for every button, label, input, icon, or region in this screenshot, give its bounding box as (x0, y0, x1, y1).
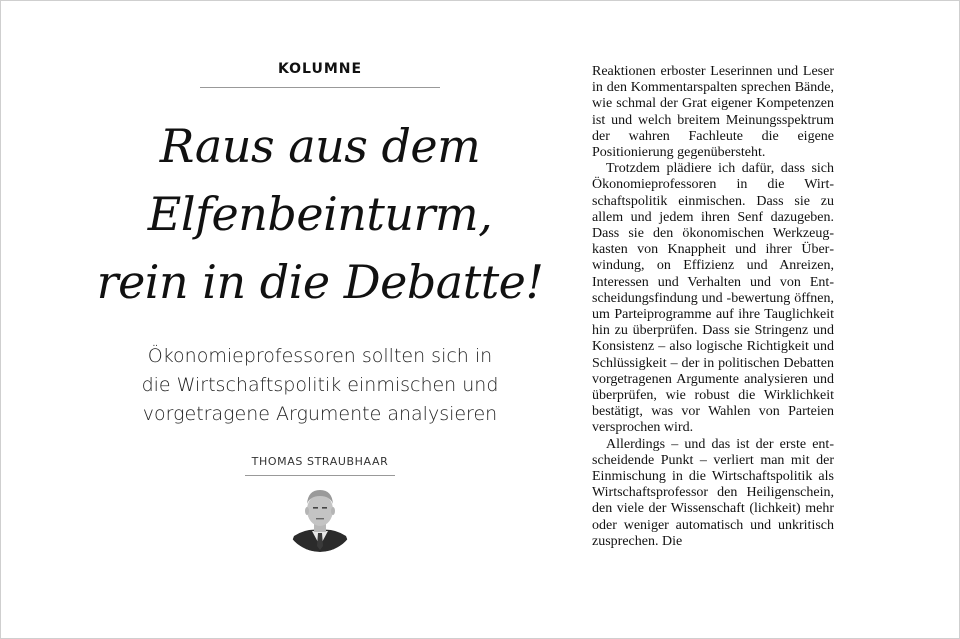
body-paragraph-1: Reaktionen erboster Leserinnen und Leser in den Kommentarspalten sprechen Bände, wie schmal der Grat eigener Kompetenzen ist und welch breitem Meinungsspektrum der wahren Fachleute die eigene Positionierung gegenübersteht. (592, 64, 834, 161)
kicker-divider (200, 87, 440, 88)
subhead-line-3: vorgetragene Argumente analysieren (142, 403, 498, 425)
subhead-line-1: Ökonomieprofessoren sollten sich in (147, 345, 493, 367)
author-portrait (284, 480, 356, 552)
headline-line-1: Raus aus dem (159, 119, 481, 173)
body-paragraph-3: Allerdings – und das ist der erste entscheidende Punkt – verliert man mit der Einmischung in die Wirtschaftspolitik als Wirtschaftsprofessor den Heiligenschein, den viele der Wissenschaft (lichkeit) mehr oder weniger automatisch und unkritisch zusprechen. Die (592, 436, 834, 549)
subhead-line-2: die Wirtschaftspolitik einmischen und (141, 374, 499, 396)
author-divider (245, 475, 395, 476)
headline-line-2: Elfenbeinturm, (147, 187, 493, 241)
article-header (90, 58, 550, 552)
author-name: THOMAS STRAUBHAAR (251, 455, 389, 468)
body-paragraph-2: Trotzdem plädiere ich dafür, dass sich Ökonomieprofessoren in die Wirtschaftspolitik einmischen. Dass sie zu allem und jedem ihren Senf dazugeben. Dass sie den ökonomischen Werkzeugkasten von Knappheit und ihrer Überwindung, on Effizienz und Anreizen, Interessen und Verhalten und von Entscheidungsfindung und -bewertung öffnen, um Parteiprogramme auf ihre Tauglichkeit hin zu überprüfen. Dass sie Stringenz und Konsistenz – also logische Richtigkeit und Schlüssigkeit – der in politischen Debatten vorgetragenen Argumente analysieren und überprüfen, wie robust die Wirklichkeit bestätigt, was vor Wahlen von Parteien versprochen wird. (592, 161, 834, 436)
headline (90, 112, 550, 316)
headline-line-3: rein in die Debatte! (96, 255, 544, 309)
article-body-column (592, 64, 834, 579)
author-portrait-image (284, 480, 356, 552)
section-kicker: KOLUMNE (277, 61, 363, 77)
subheadline (90, 342, 550, 429)
